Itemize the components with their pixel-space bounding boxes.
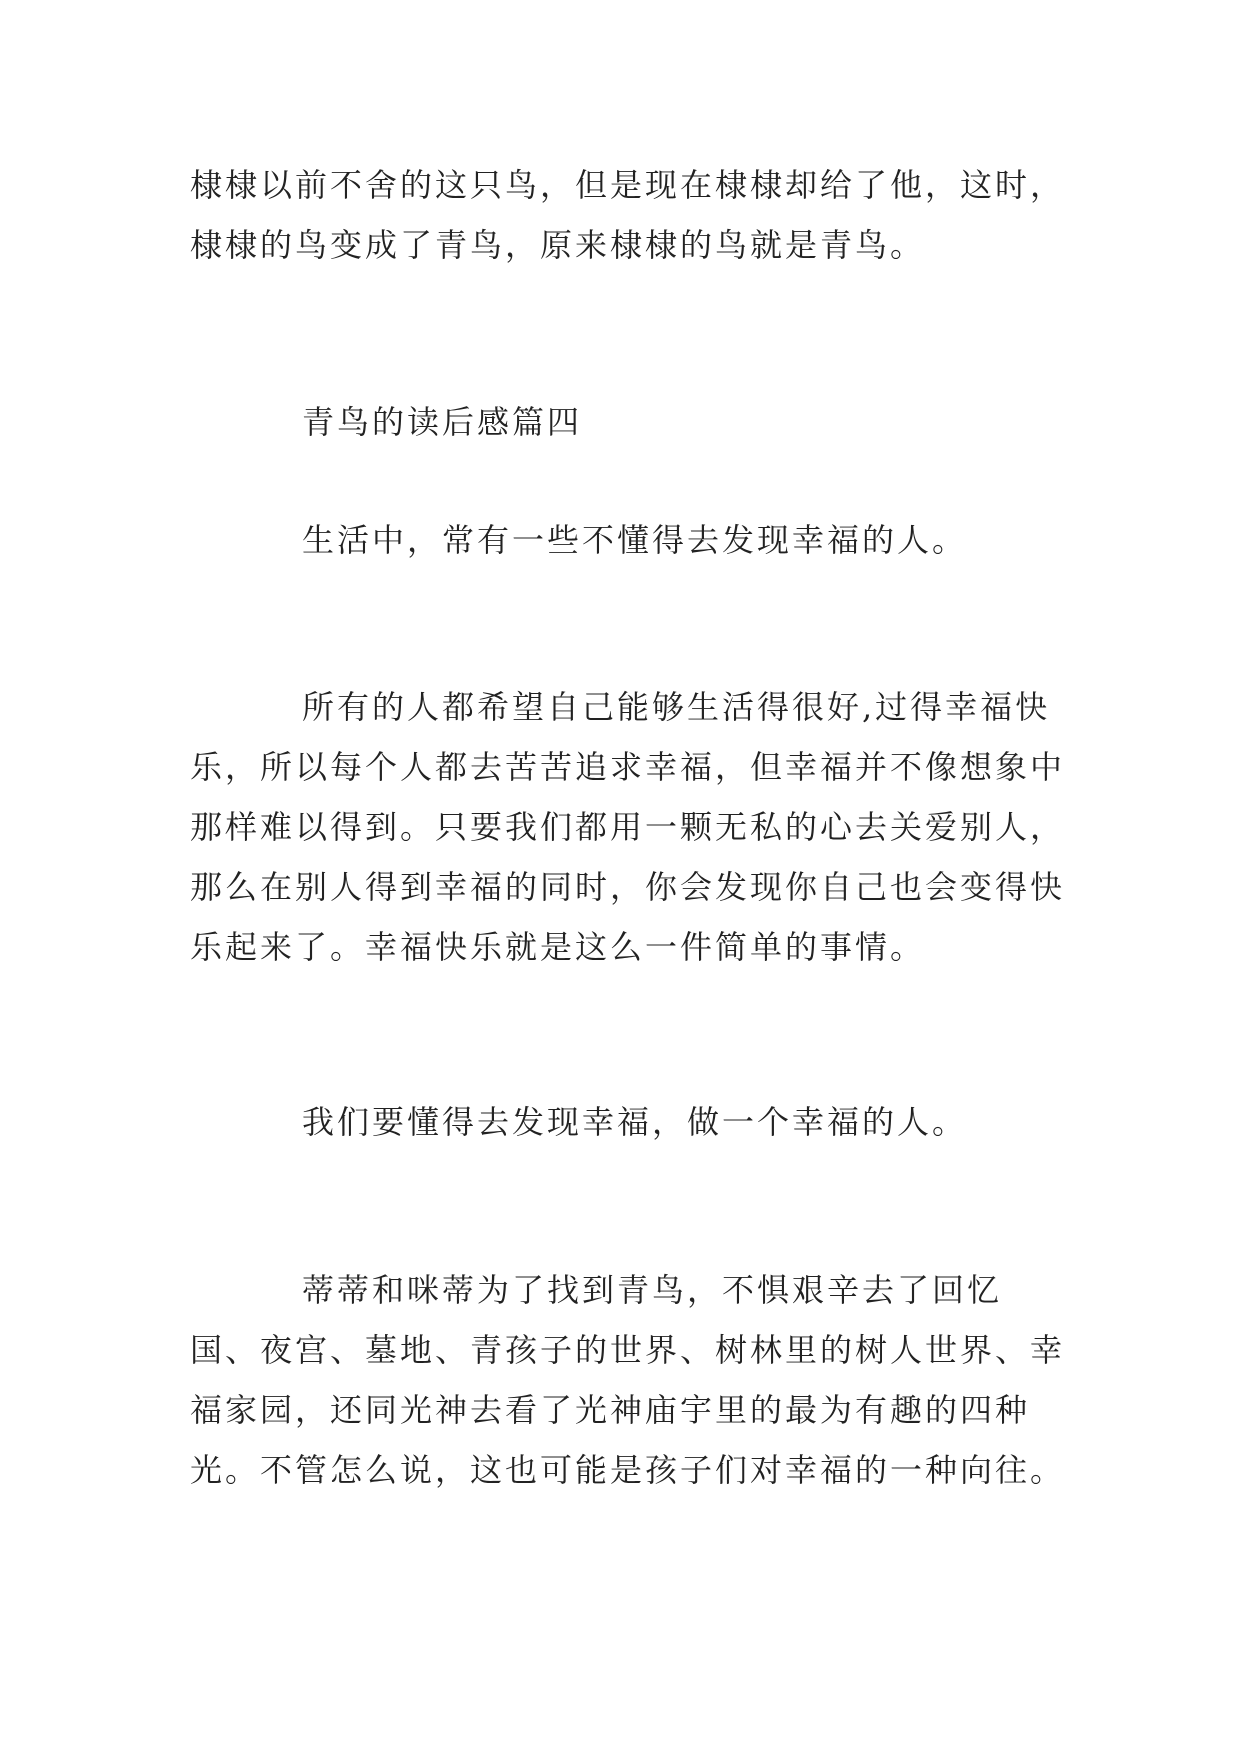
paragraph-conclusion-line: 我们要懂得去发现幸福，做一个幸福的人。 [302, 1103, 968, 1141]
section-heading: 青鸟的读后感篇四 [302, 403, 583, 441]
paragraph-intro: 生活中，常有一些不懂得去发现幸福的人。 [302, 521, 968, 559]
paragraph-continuation: 棣棣以前不舍的这只鸟，但是现在棣棣却给了他，这时，棣棣的鸟变成了青鸟，原来棣棣的鸟就是青鸟。 [190, 166, 1066, 264]
paragraph-body-happiness: 所有的人都希望自己能够生活得很好,过得幸福快乐，所以每个人都去苦苦追求幸福，但幸福并不像想象中那样难以得到。只要我们都用一颗无私的心去关爱别人，那么在别人得到幸福的同时，你会发现你自己也会变得快乐起来了。幸福快乐就是这么一件简单的事情。 [190, 688, 1066, 966]
paragraph-journey: 蒂蒂和咪蒂为了找到青鸟，不惧艰辛去了回忆国、夜宫、墓地、青孩子的世界、树林里的树人世界、幸福家园，还同光神去看了光神庙宇里的最为有趣的四种光。不管怎么说，这也可能是孩子们对幸福的一种向往。 [190, 1271, 1066, 1489]
